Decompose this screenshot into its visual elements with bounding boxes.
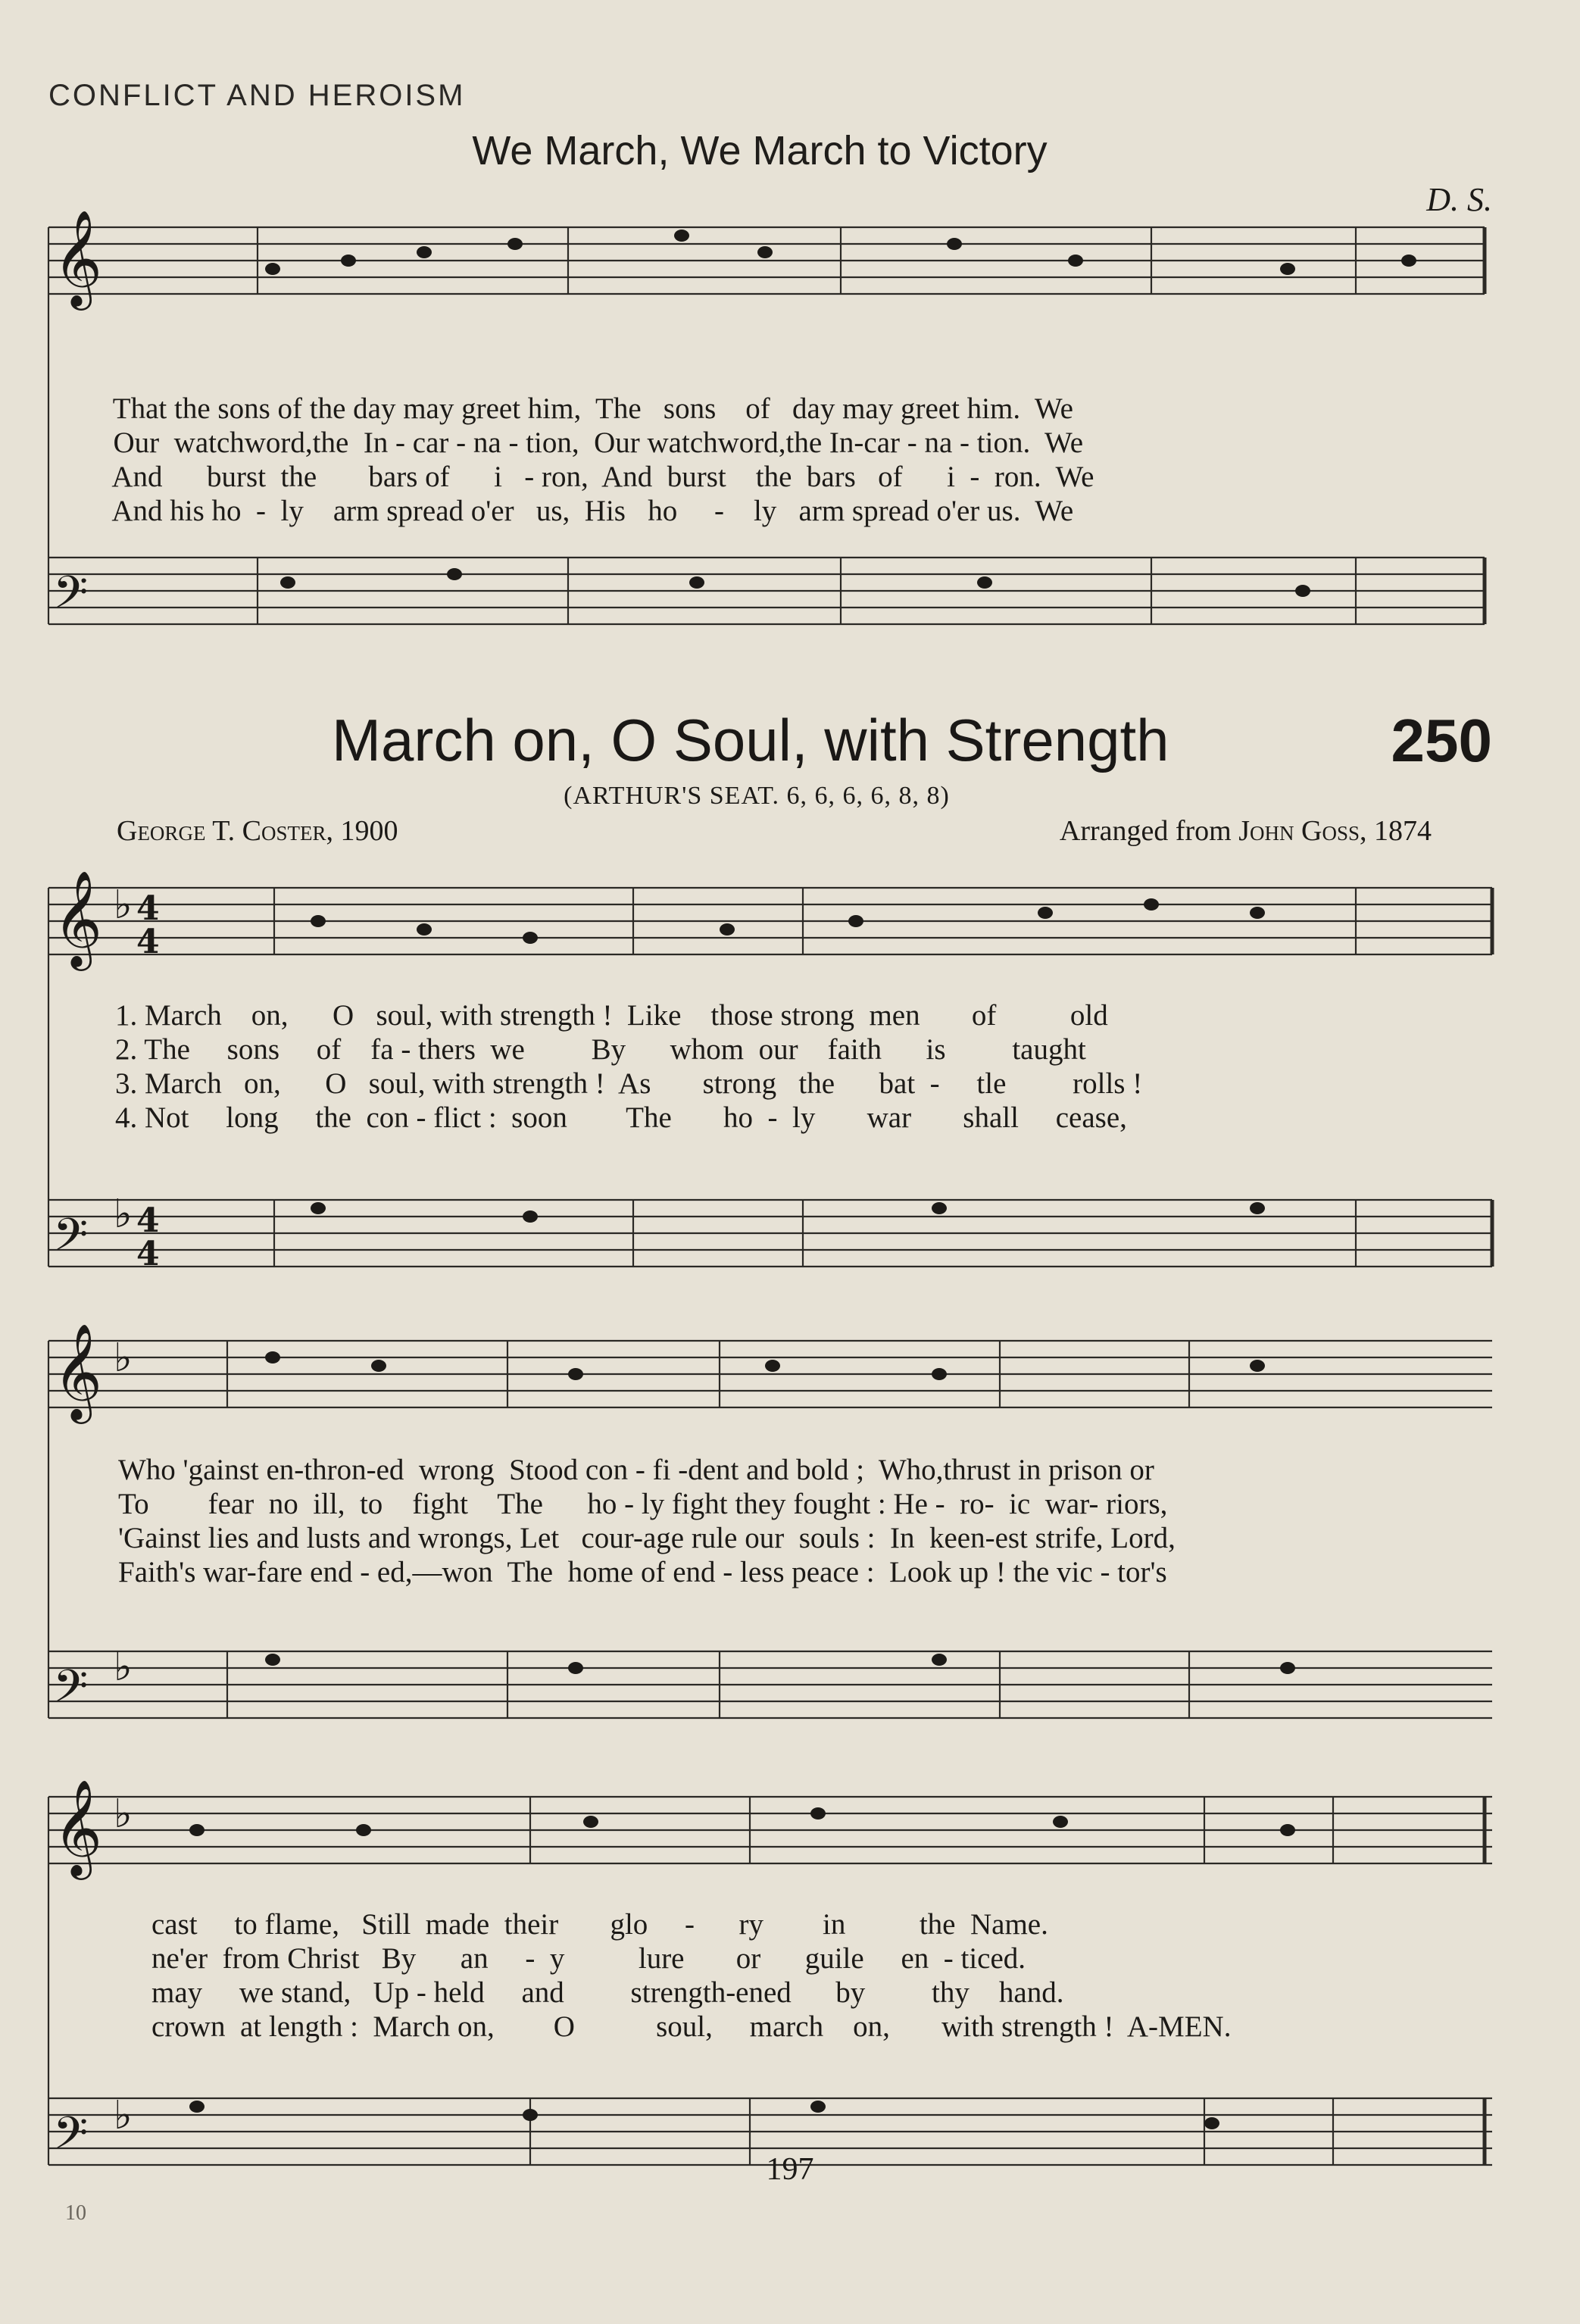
lyrics-s1-verse-3: 3. March on, O soul, with strength ! As strong the bat - tle rolls ! (115, 1067, 1143, 1100)
svg-text:𝄞: 𝄞 (53, 1779, 103, 1876)
lyrics-s2-verse-1: Who 'gainst en-thron-ed wrong Stood con - fi -dent and bold ; Who,thrust in prison or (118, 1454, 1154, 1486)
svg-text:♭: ♭ (114, 1645, 133, 1690)
svg-text:𝄞: 𝄞 (53, 870, 103, 967)
author-credit: George T. Coster, 1900 (117, 815, 398, 847)
svg-text:𝄢: 𝄢 (53, 1660, 89, 1723)
lyrics-s3-verse-2: ne'er from Christ By an - y lure or guile en - ticed. (151, 1942, 1026, 1975)
lyrics-s3-verse-3: may we stand, Up - held and strength-ened by thy hand. (151, 1976, 1064, 2009)
svg-text:♭: ♭ (114, 2093, 133, 2138)
hymn-number: 250 (1391, 707, 1492, 774)
svg-text:𝄞: 𝄞 (53, 1323, 103, 1420)
svg-text:𝄢: 𝄢 (53, 2107, 89, 2170)
prev-lyrics-verse-3: And burst the bars of i - ron, And burst the bars of i - ron. We (111, 461, 1094, 493)
dal-segno-mark: D. S. (1426, 181, 1492, 218)
prev-lyrics-verse-4: And his ho - ly arm spread o'er us, His ho - ly arm spread o'er us. We (111, 495, 1074, 527)
lyrics-s1-verse-1: 1. March on, O soul, with strength ! Like those strong men of old (115, 999, 1108, 1032)
previous-hymn-title: We March, We March to Victory (472, 128, 1048, 173)
svg-text:♭: ♭ (114, 1192, 133, 1237)
prev-lyrics-verse-1: That the sons of the day may greet him, The sons of day may greet him. We (112, 392, 1073, 425)
tune-name: (ARTHUR'S SEAT. 6, 6, 6, 6, 8, 8) (564, 782, 950, 810)
composer-credit: Arranged from John Goss, 1874 (1059, 815, 1432, 847)
footer-signature-mark: 10 (65, 2201, 86, 2225)
lyrics-s1-verse-4: 4. Not long the con - flict : soon The ho - ly war shall cease, (115, 1101, 1127, 1134)
svg-text:4: 4 (136, 923, 160, 961)
svg-text:♭: ♭ (114, 882, 133, 928)
page-number: 197 (766, 2152, 814, 2187)
svg-text:♭: ♭ (114, 1335, 133, 1381)
prev-lyrics-verse-2: Our watchword,the In - car - na - tion, Our watchword,the In-car - na - tion. We (113, 426, 1084, 459)
svg-text:4: 4 (136, 1201, 160, 1240)
lyrics-s2-verse-3: 'Gainst lies and lusts and wrongs, Let cour-age rule our souls : In keen-est strife, Lord, (118, 1522, 1176, 1554)
svg-text:𝄢: 𝄢 (53, 566, 89, 629)
svg-text:𝄞: 𝄞 (53, 209, 103, 306)
section-heading: CONFLICT AND HEROISM (48, 79, 466, 112)
svg-text:4: 4 (136, 1235, 160, 1273)
lyrics-s3-verse-1: cast to flame, Still made their glo - ry in the Name. (151, 1908, 1048, 1941)
svg-text:♭: ♭ (114, 1791, 133, 1837)
svg-text:4: 4 (136, 889, 160, 928)
lyrics-s2-verse-4: Faith's war-fare end - ed,—won The home of end - less peace : Look up ! the vic - tor's (118, 1556, 1167, 1588)
lyrics-s1-verse-2: 2. The sons of fa - thers we By whom our faith is taught (115, 1033, 1086, 1066)
hymn-title: March on, O Soul, with Strength (332, 707, 1169, 773)
lyrics-s3-verse-4: crown at length : March on, O soul, march on, with strength ! A-MEN. (151, 2010, 1232, 2043)
svg-text:𝄢: 𝄢 (53, 1208, 89, 1272)
lyrics-s2-verse-2: To fear no ill, to fight The ho - ly fight they fought : He - ro- ic war- riors, (118, 1488, 1168, 1520)
